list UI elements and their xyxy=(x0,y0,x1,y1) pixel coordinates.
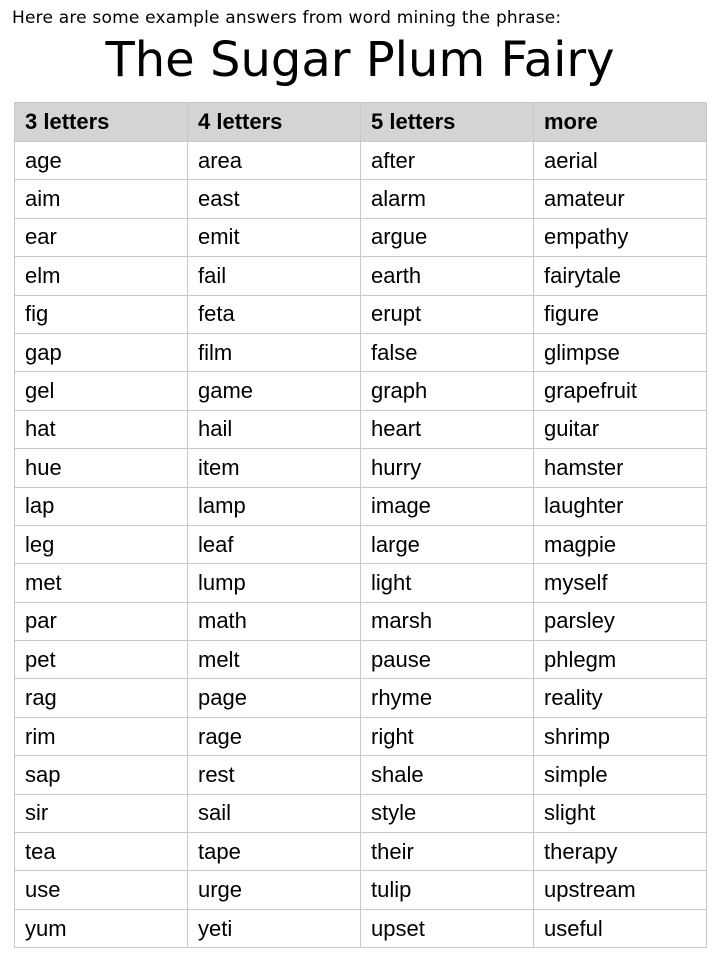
column-header-3-letter: 3 letters xyxy=(15,103,188,142)
word-cell-3-letter: yum xyxy=(15,909,188,947)
table-row xyxy=(15,871,707,909)
word-cell-5-letter: tulip xyxy=(361,871,534,909)
word-cell-4-letter: item xyxy=(188,449,361,487)
table-row xyxy=(15,410,707,448)
word-cell-3-letter: met xyxy=(15,564,188,602)
table-row xyxy=(15,756,707,794)
word-cell-4-letter: east xyxy=(188,180,361,218)
word-cell-4-letter: game xyxy=(188,372,361,410)
column-header-5-letter: 5 letters xyxy=(361,103,534,142)
word-cell-5-letter: their xyxy=(361,833,534,871)
word-cell-4-letter: area xyxy=(188,142,361,180)
word-cell-3-letter: pet xyxy=(15,641,188,679)
word-cell-more: figure xyxy=(534,295,707,333)
word-cell-4-letter: emit xyxy=(188,218,361,256)
table-row xyxy=(15,564,707,602)
word-cell-3-letter: leg xyxy=(15,525,188,563)
word-cell-more: simple xyxy=(534,756,707,794)
table-row xyxy=(15,833,707,871)
word-cell-4-letter: fail xyxy=(188,257,361,295)
word-cell-more: shrimp xyxy=(534,717,707,755)
word-cell-5-letter: right xyxy=(361,717,534,755)
table-row xyxy=(15,257,707,295)
word-cell-more: upstream xyxy=(534,871,707,909)
page-title: The Sugar Plum Fairy xyxy=(105,32,615,88)
table-row xyxy=(15,794,707,832)
word-table-body xyxy=(15,142,707,948)
word-cell-more: aerial xyxy=(534,142,707,180)
word-cell-more: hamster xyxy=(534,449,707,487)
word-cell-more: parsley xyxy=(534,602,707,640)
intro-text: Here are some example answers from word mining the phrase: xyxy=(12,8,562,28)
column-header-more: more xyxy=(534,103,707,142)
word-cell-more: grapefruit xyxy=(534,372,707,410)
word-cell-5-letter: false xyxy=(361,333,534,371)
word-table-header xyxy=(15,103,707,142)
table-row xyxy=(15,180,707,218)
word-cell-3-letter: rim xyxy=(15,717,188,755)
word-cell-5-letter: image xyxy=(361,487,534,525)
word-cell-5-letter: alarm xyxy=(361,180,534,218)
word-cell-4-letter: math xyxy=(188,602,361,640)
table-row xyxy=(15,142,707,180)
word-cell-5-letter: marsh xyxy=(361,602,534,640)
word-cell-3-letter: use xyxy=(15,871,188,909)
word-cell-4-letter: feta xyxy=(188,295,361,333)
word-cell-4-letter: lamp xyxy=(188,487,361,525)
word-cell-3-letter: gap xyxy=(15,333,188,371)
header-row xyxy=(15,103,707,142)
table-row xyxy=(15,295,707,333)
word-cell-5-letter: upset xyxy=(361,909,534,947)
word-cell-3-letter: ear xyxy=(15,218,188,256)
word-cell-5-letter: light xyxy=(361,564,534,602)
word-cell-5-letter: shale xyxy=(361,756,534,794)
word-cell-more: phlegm xyxy=(534,641,707,679)
word-cell-3-letter: elm xyxy=(15,257,188,295)
table-row xyxy=(15,641,707,679)
word-cell-4-letter: film xyxy=(188,333,361,371)
word-cell-3-letter: hue xyxy=(15,449,188,487)
word-cell-3-letter: fig xyxy=(15,295,188,333)
word-cell-more: magpie xyxy=(534,525,707,563)
word-cell-4-letter: hail xyxy=(188,410,361,448)
word-cell-3-letter: rag xyxy=(15,679,188,717)
word-cell-5-letter: pause xyxy=(361,641,534,679)
word-cell-more: glimpse xyxy=(534,333,707,371)
word-cell-more: reality xyxy=(534,679,707,717)
word-cell-5-letter: earth xyxy=(361,257,534,295)
word-cell-4-letter: leaf xyxy=(188,525,361,563)
word-cell-4-letter: lump xyxy=(188,564,361,602)
word-cell-5-letter: argue xyxy=(361,218,534,256)
word-cell-5-letter: erupt xyxy=(361,295,534,333)
table-row xyxy=(15,449,707,487)
table-row xyxy=(15,909,707,947)
word-cell-5-letter: after xyxy=(361,142,534,180)
word-cell-3-letter: age xyxy=(15,142,188,180)
word-cell-more: slight xyxy=(534,794,707,832)
word-table xyxy=(14,102,707,948)
word-cell-3-letter: sir xyxy=(15,794,188,832)
word-cell-3-letter: aim xyxy=(15,180,188,218)
table-row xyxy=(15,679,707,717)
word-cell-5-letter: large xyxy=(361,525,534,563)
word-cell-3-letter: lap xyxy=(15,487,188,525)
table-row xyxy=(15,487,707,525)
word-cell-3-letter: par xyxy=(15,602,188,640)
table-row xyxy=(15,717,707,755)
word-cell-3-letter: sap xyxy=(15,756,188,794)
word-cell-4-letter: tape xyxy=(188,833,361,871)
word-cell-4-letter: sail xyxy=(188,794,361,832)
word-cell-4-letter: rest xyxy=(188,756,361,794)
word-cell-more: therapy xyxy=(534,833,707,871)
word-cell-4-letter: page xyxy=(188,679,361,717)
table-row xyxy=(15,218,707,256)
word-cell-5-letter: heart xyxy=(361,410,534,448)
word-cell-3-letter: gel xyxy=(15,372,188,410)
word-cell-more: empathy xyxy=(534,218,707,256)
table-row xyxy=(15,602,707,640)
word-cell-5-letter: rhyme xyxy=(361,679,534,717)
word-cell-more: laughter xyxy=(534,487,707,525)
word-cell-more: amateur xyxy=(534,180,707,218)
word-cell-4-letter: urge xyxy=(188,871,361,909)
word-cell-more: guitar xyxy=(534,410,707,448)
word-cell-4-letter: yeti xyxy=(188,909,361,947)
word-cell-5-letter: graph xyxy=(361,372,534,410)
word-cell-4-letter: melt xyxy=(188,641,361,679)
table-row xyxy=(15,333,707,371)
word-cell-more: fairytale xyxy=(534,257,707,295)
word-cell-more: useful xyxy=(534,909,707,947)
word-cell-5-letter: style xyxy=(361,794,534,832)
word-cell-3-letter: tea xyxy=(15,833,188,871)
table-row xyxy=(15,525,707,563)
table-row xyxy=(15,372,707,410)
word-cell-4-letter: rage xyxy=(188,717,361,755)
column-header-4-letter: 4 letters xyxy=(188,103,361,142)
word-cell-3-letter: hat xyxy=(15,410,188,448)
word-cell-5-letter: hurry xyxy=(361,449,534,487)
word-cell-more: myself xyxy=(534,564,707,602)
